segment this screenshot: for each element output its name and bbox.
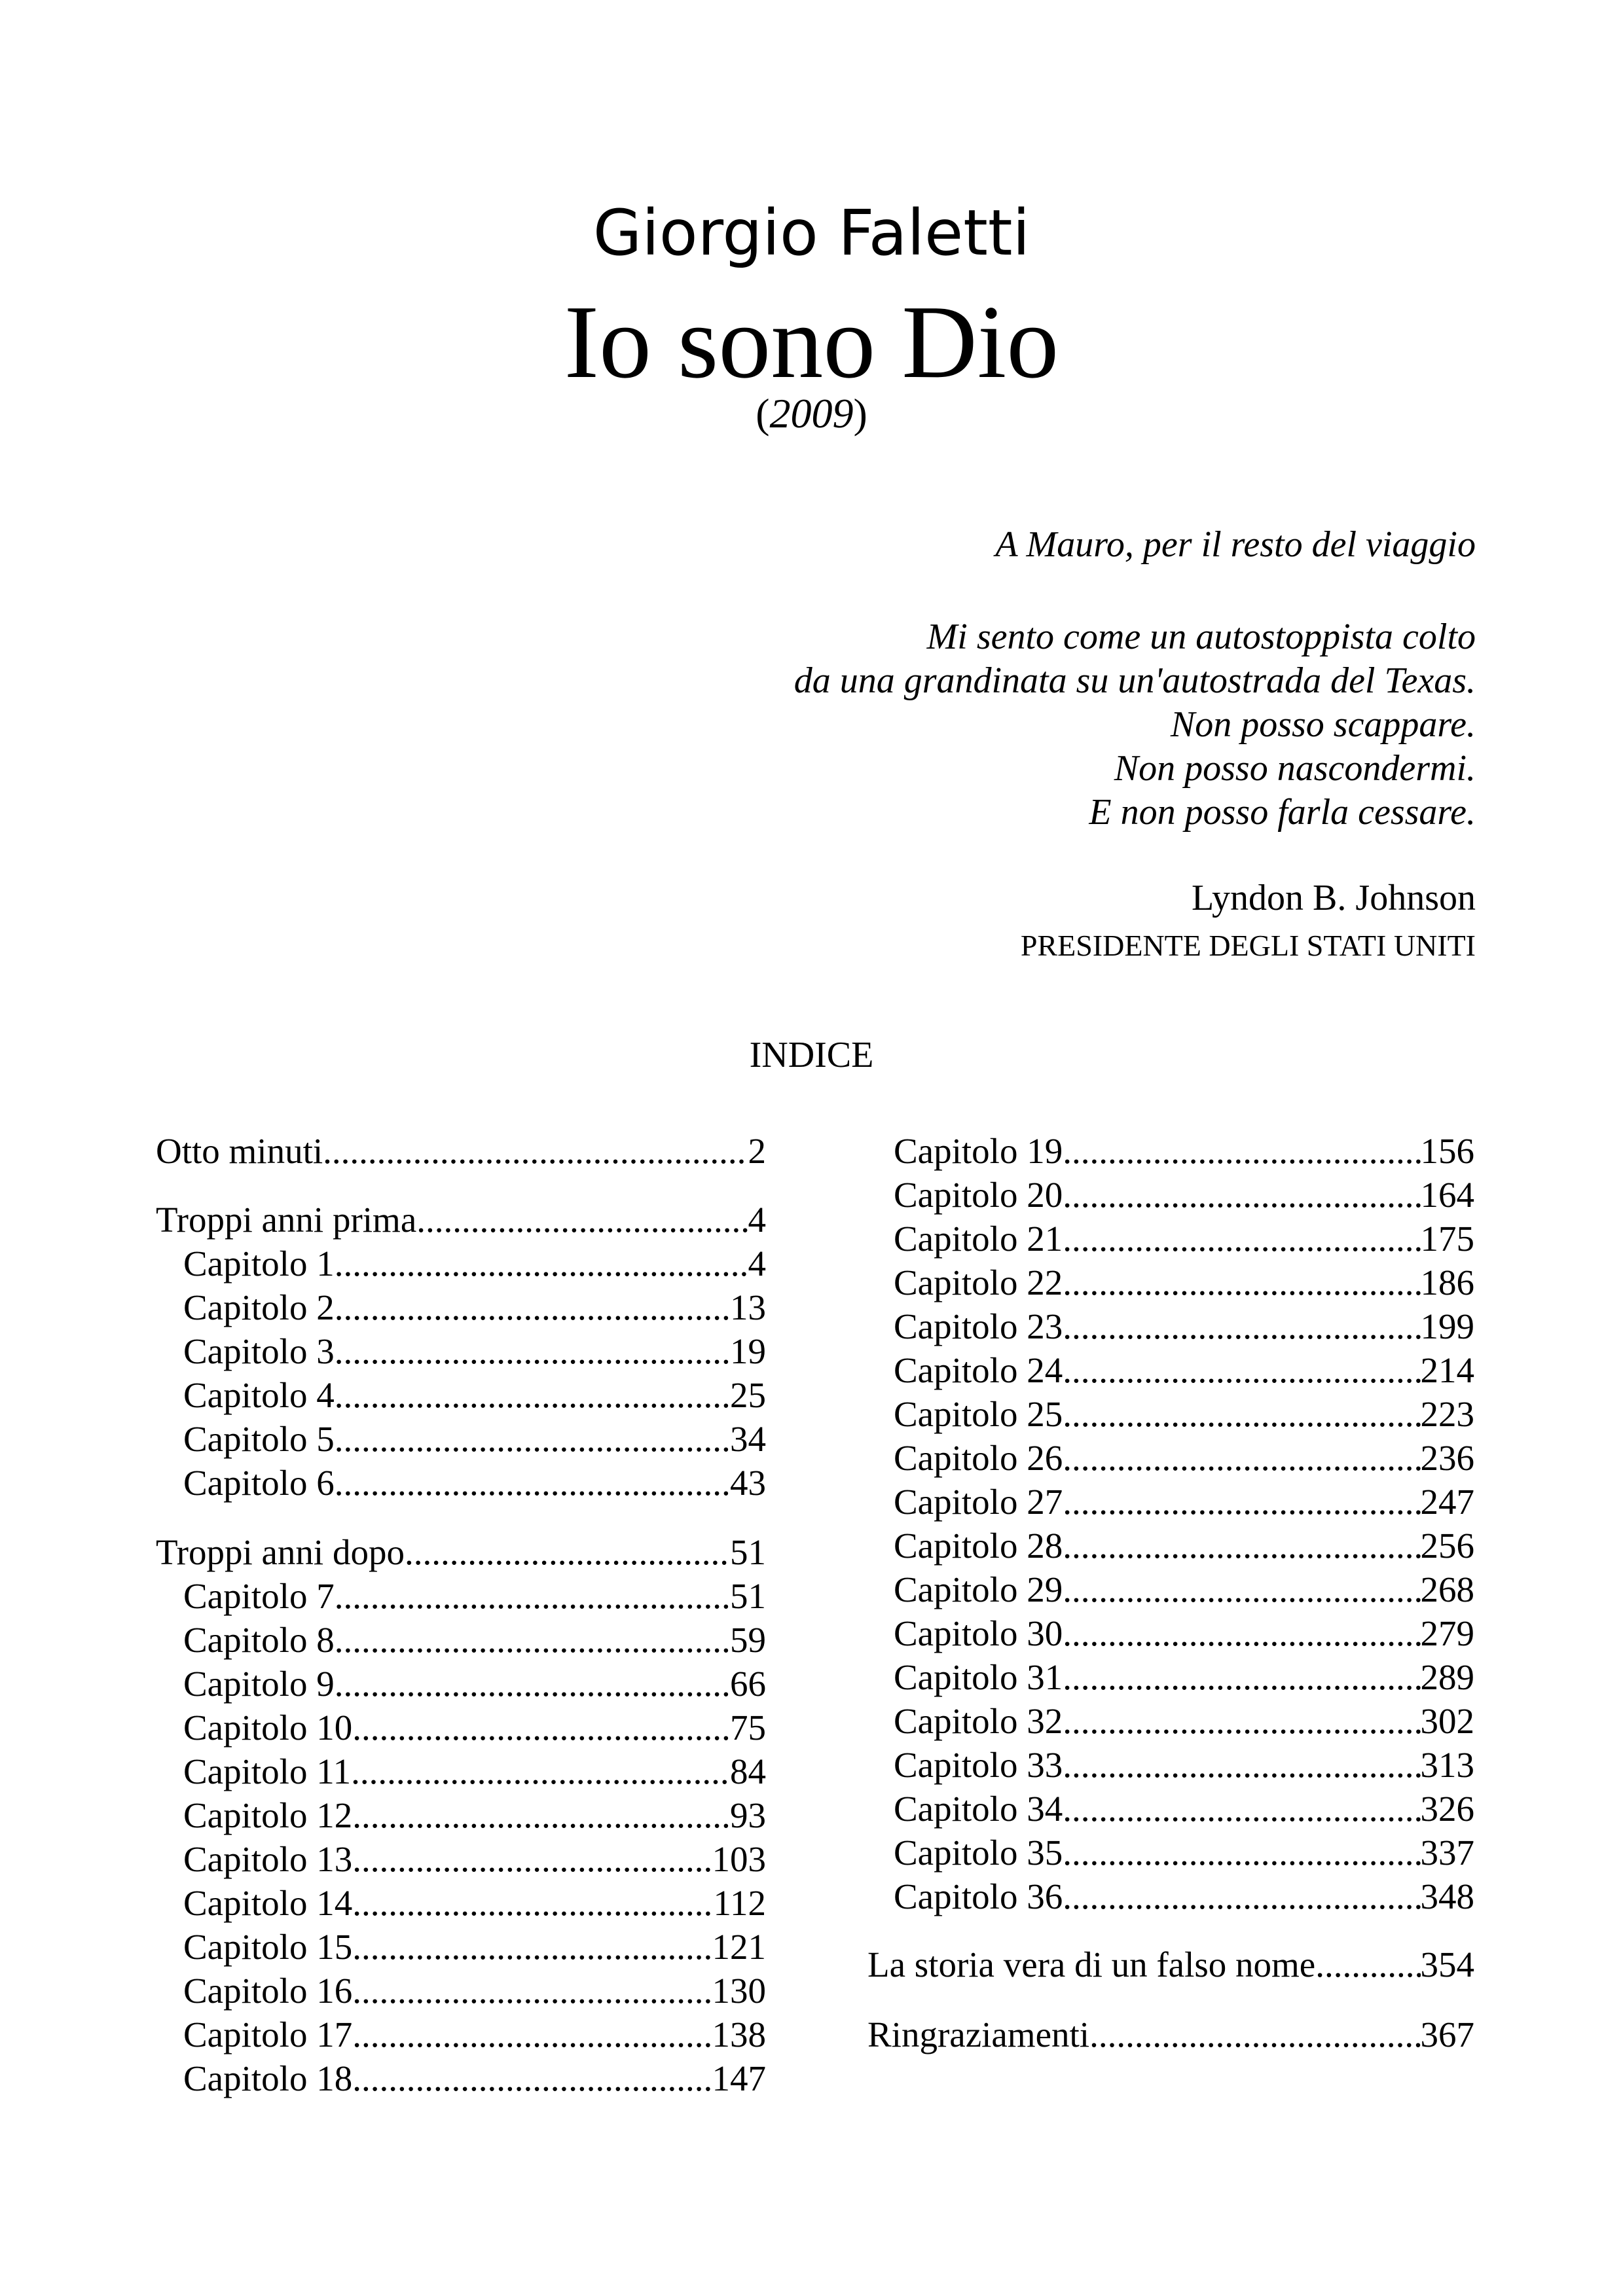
toc-leader-dots (335, 1574, 730, 1618)
toc-entry-label: Capitolo 5 (183, 1419, 335, 1459)
toc-entry-label: Capitolo 9 (183, 1664, 335, 1704)
year-close-paren: ) (853, 390, 867, 437)
toc-leader-dots (352, 2013, 712, 2056)
toc-entry-label: Troppi anni dopo (156, 1532, 405, 1572)
toc-entry-page: 354 (1420, 1945, 1474, 1984)
toc-entry[interactable] (867, 2013, 1474, 2056)
toc-entry-label: Capitolo 11 (183, 1751, 352, 1791)
toc-entry-page: 112 (713, 1883, 766, 1923)
toc-entry-page: 13 (730, 1287, 766, 1327)
toc-entry-label: La storia vera di un falso nome (867, 1945, 1316, 1984)
toc-entry[interactable] (156, 1129, 766, 1173)
toc-entry[interactable] (183, 1881, 766, 1925)
toc-entry-page: 19 (730, 1331, 766, 1371)
toc-leader-dots (1063, 1568, 1420, 1611)
toc-entry-page: 2 (748, 1131, 766, 1171)
toc-entry[interactable] (183, 1925, 766, 1969)
toc-entry[interactable] (894, 1874, 1474, 1918)
toc-leader-dots (1063, 1304, 1420, 1348)
toc-entry-label: Capitolo 35 (894, 1833, 1063, 1873)
toc-leader-dots (1063, 1611, 1420, 1655)
toc-entry[interactable] (894, 1831, 1474, 1874)
epigraph-author-role: PRESIDENTE DEGLI STATI UNITI (1020, 929, 1476, 962)
toc-leader-dots (352, 1925, 712, 1969)
toc-leader-dots (335, 1329, 730, 1373)
toc-entry-page: 25 (730, 1375, 766, 1415)
toc-leader-dots (351, 1749, 730, 1793)
toc-entry[interactable] (183, 1662, 766, 1706)
toc-entry-label: Capitolo 18 (183, 2058, 353, 2098)
toc-entry-page: 289 (1420, 1657, 1474, 1697)
year-open-paren: ( (756, 390, 770, 437)
toc-entry-page: 337 (1420, 1833, 1474, 1873)
toc-entry-label: Troppi anni prima (156, 1200, 417, 1240)
toc-entry-page: 130 (712, 1971, 766, 2011)
epigraph-line: Non posso nascondermi. (1114, 748, 1476, 789)
toc-entry-page: 236 (1420, 1438, 1474, 1478)
author-name: Giorgio Faletti (593, 196, 1030, 270)
toc-entry-label: Capitolo 12 (183, 1795, 353, 1835)
toc-entry[interactable] (183, 1837, 766, 1881)
toc-entry-label: Capitolo 34 (894, 1789, 1063, 1829)
toc-entry-page: 186 (1420, 1263, 1474, 1302)
toc-leader-dots (1063, 1173, 1420, 1217)
epigraph (794, 615, 1476, 834)
toc-entry-page: 84 (730, 1751, 766, 1791)
toc-leader-dots (1063, 1831, 1420, 1874)
toc-entry[interactable] (183, 1285, 766, 1329)
toc-entry[interactable] (894, 1217, 1474, 1261)
toc-entry-label: Ringraziamenti (867, 2015, 1090, 2054)
toc-entry[interactable] (183, 1242, 766, 1285)
toc-entry-label: Capitolo 26 (894, 1438, 1063, 1478)
toc-entry-page: 313 (1420, 1745, 1474, 1785)
toc-leader-dots (335, 1618, 730, 1662)
toc-entry[interactable] (867, 1943, 1474, 1986)
toc-entry-page: 268 (1420, 1570, 1474, 1609)
epigraph-author: Lyndon B. Johnson (1191, 878, 1476, 918)
toc-entry-page: 247 (1420, 1482, 1474, 1522)
toc-entry[interactable] (156, 1530, 766, 1574)
toc-entry-page: 175 (1420, 1219, 1474, 1259)
toc-entry-page: 199 (1420, 1306, 1474, 1346)
toc-leader-dots (335, 1662, 730, 1706)
toc-entry-label: Capitolo 32 (894, 1701, 1063, 1741)
toc-entry-page: 302 (1420, 1701, 1474, 1741)
book-title: Io sono Dio (564, 283, 1059, 400)
epigraph-line: Mi sento come un autostoppista colto (926, 617, 1476, 657)
toc-entry-label: Capitolo 25 (894, 1394, 1063, 1434)
toc-leader-dots (352, 1837, 712, 1881)
toc-entry-page: 121 (712, 1927, 766, 1967)
year-value: 2009 (769, 390, 854, 437)
toc-entry[interactable] (183, 1793, 766, 1837)
toc-leader-dots (405, 1530, 730, 1574)
toc-leader-dots (335, 1285, 730, 1329)
toc-entry-label: Capitolo 31 (894, 1657, 1063, 1697)
toc-entry-label: Capitolo 7 (183, 1576, 335, 1616)
toc-leader-dots (335, 1373, 730, 1417)
toc-leader-dots (1089, 2013, 1420, 2056)
toc-entry[interactable] (894, 1568, 1474, 1611)
toc-entry-label: Capitolo 27 (894, 1482, 1063, 1522)
toc-entry-label: Capitolo 33 (894, 1745, 1063, 1785)
toc-leader-dots (1063, 1217, 1420, 1261)
toc-entry-label: Otto minuti (156, 1131, 323, 1171)
toc-entry-page: 51 (730, 1576, 766, 1616)
toc-leader-dots (1063, 1129, 1420, 1173)
toc-leader-dots (1063, 1874, 1420, 1918)
toc-entry-label: Capitolo 22 (894, 1263, 1063, 1302)
toc-entry-page: 51 (730, 1532, 766, 1572)
toc-entry[interactable] (183, 2013, 766, 2056)
toc-entry-page: 348 (1420, 1876, 1474, 1916)
toc-entry[interactable] (894, 1348, 1474, 1392)
epigraph-line: E non posso farla cessare. (1089, 792, 1476, 833)
toc-entry-label: Capitolo 30 (894, 1613, 1063, 1653)
toc-entry-page: 256 (1420, 1526, 1474, 1566)
toc-leader-dots (335, 1417, 730, 1461)
toc-entry-label: Capitolo 1 (183, 1244, 335, 1283)
epigraph-line: Non posso scappare. (1170, 704, 1476, 745)
toc-entry-label: Capitolo 29 (894, 1570, 1063, 1609)
toc-entry[interactable] (183, 1969, 766, 2013)
toc-entry[interactable] (183, 1749, 766, 1793)
toc-entry[interactable] (183, 1329, 766, 1373)
toc-entry-label: Capitolo 20 (894, 1175, 1063, 1215)
toc-entry-label: Capitolo 17 (183, 2015, 353, 2054)
toc-entry-label: Capitolo 24 (894, 1350, 1063, 1390)
toc-leader-dots (1063, 1480, 1420, 1524)
toc-entry-label: Capitolo 36 (894, 1876, 1063, 1916)
toc-entry-page: 43 (730, 1463, 766, 1503)
toc-entry[interactable] (894, 1173, 1474, 1217)
toc-entry-page: 4 (748, 1200, 766, 1240)
toc-entry[interactable] (183, 1417, 766, 1461)
toc-entry-page: 223 (1420, 1394, 1474, 1434)
toc-entry-page: 367 (1420, 2015, 1474, 2054)
toc-leader-dots (1063, 1348, 1420, 1392)
toc-leader-dots (335, 1461, 730, 1505)
toc-leader-dots (1063, 1787, 1420, 1831)
toc-entry[interactable] (894, 1699, 1474, 1743)
toc-leader-dots (352, 1706, 730, 1749)
toc-entry-page: 103 (712, 1839, 766, 1879)
toc-entry-page: 59 (730, 1620, 766, 1660)
toc-entry-label: Capitolo 19 (894, 1131, 1063, 1171)
toc-entry-label: Capitolo 28 (894, 1526, 1063, 1566)
toc-entry-label: Capitolo 6 (183, 1463, 335, 1503)
toc-entry[interactable] (183, 1618, 766, 1662)
toc-entry-page: 66 (730, 1664, 766, 1704)
toc-leader-dots (323, 1129, 748, 1173)
toc-entry-label: Capitolo 15 (183, 1927, 353, 1967)
toc-leader-dots (1063, 1655, 1420, 1699)
toc-entry[interactable] (183, 1373, 766, 1417)
toc-entry[interactable] (183, 1706, 766, 1749)
toc-leader-dots (335, 1242, 748, 1285)
toc-entry-page: 279 (1420, 1613, 1474, 1653)
toc-entry[interactable] (183, 1574, 766, 1618)
toc-entry-page: 214 (1420, 1350, 1474, 1390)
toc-heading: INDICE (749, 1035, 874, 1075)
toc-entry[interactable] (894, 1304, 1474, 1348)
toc-leader-dots (352, 1969, 712, 2013)
toc-entry[interactable] (894, 1392, 1474, 1436)
toc-entry[interactable] (894, 1787, 1474, 1831)
toc-entry-label: Capitolo 10 (183, 1708, 353, 1748)
toc-entry[interactable] (894, 1524, 1474, 1568)
dedication: A Mauro, per il resto del viaggio (995, 524, 1476, 565)
toc-leader-dots (1063, 1436, 1420, 1480)
toc-entry-page: 75 (730, 1708, 766, 1748)
toc-leader-dots (352, 1881, 713, 1925)
toc-entry-label: Capitolo 3 (183, 1331, 335, 1371)
toc-leader-dots (352, 1793, 730, 1837)
toc-entry-page: 164 (1420, 1175, 1474, 1215)
toc-entry[interactable] (894, 1743, 1474, 1787)
toc-leader-dots (1063, 1524, 1420, 1568)
toc-entry[interactable] (894, 1480, 1474, 1524)
toc-leader-dots (416, 1198, 748, 1242)
toc-entry-label: Capitolo 14 (183, 1883, 353, 1923)
toc-entry-label: Capitolo 23 (894, 1306, 1063, 1346)
toc-leader-dots (1063, 1392, 1420, 1436)
toc-entry[interactable] (183, 1461, 766, 1505)
toc-entry-page: 93 (730, 1795, 766, 1835)
publication-year (0, 389, 1623, 438)
toc-entry[interactable] (894, 1129, 1474, 1173)
toc-entry-label: Capitolo 21 (894, 1219, 1063, 1259)
toc-entry[interactable] (183, 2056, 766, 2100)
toc-entry-label: Capitolo 13 (183, 1839, 353, 1879)
toc-leader-dots (1063, 1743, 1420, 1787)
toc-leader-dots (1063, 1261, 1420, 1304)
toc-entry[interactable] (894, 1655, 1474, 1699)
epigraph-line: da una grandinata su un'autostrada del Texas. (793, 660, 1476, 701)
toc-entry-page: 147 (712, 2058, 766, 2098)
toc-leader-dots (352, 2056, 712, 2100)
toc-leader-dots (1315, 1943, 1420, 1986)
toc-entry-label: Capitolo 16 (183, 1971, 353, 2011)
toc-entry-label: Capitolo 8 (183, 1620, 335, 1660)
toc-entry-page: 326 (1420, 1789, 1474, 1829)
toc-entry-page: 156 (1420, 1131, 1474, 1171)
toc-leader-dots (1063, 1699, 1420, 1743)
toc-entry[interactable] (156, 1198, 766, 1242)
toc-entry-page: 138 (712, 2015, 766, 2054)
toc-entry[interactable] (894, 1611, 1474, 1655)
toc-entry-page: 4 (748, 1244, 766, 1283)
toc-entry-label: Capitolo 4 (183, 1375, 335, 1415)
toc-entry[interactable] (894, 1261, 1474, 1304)
toc-entry[interactable] (894, 1436, 1474, 1480)
toc-entry-label: Capitolo 2 (183, 1287, 335, 1327)
toc-entry-page: 34 (730, 1419, 766, 1459)
